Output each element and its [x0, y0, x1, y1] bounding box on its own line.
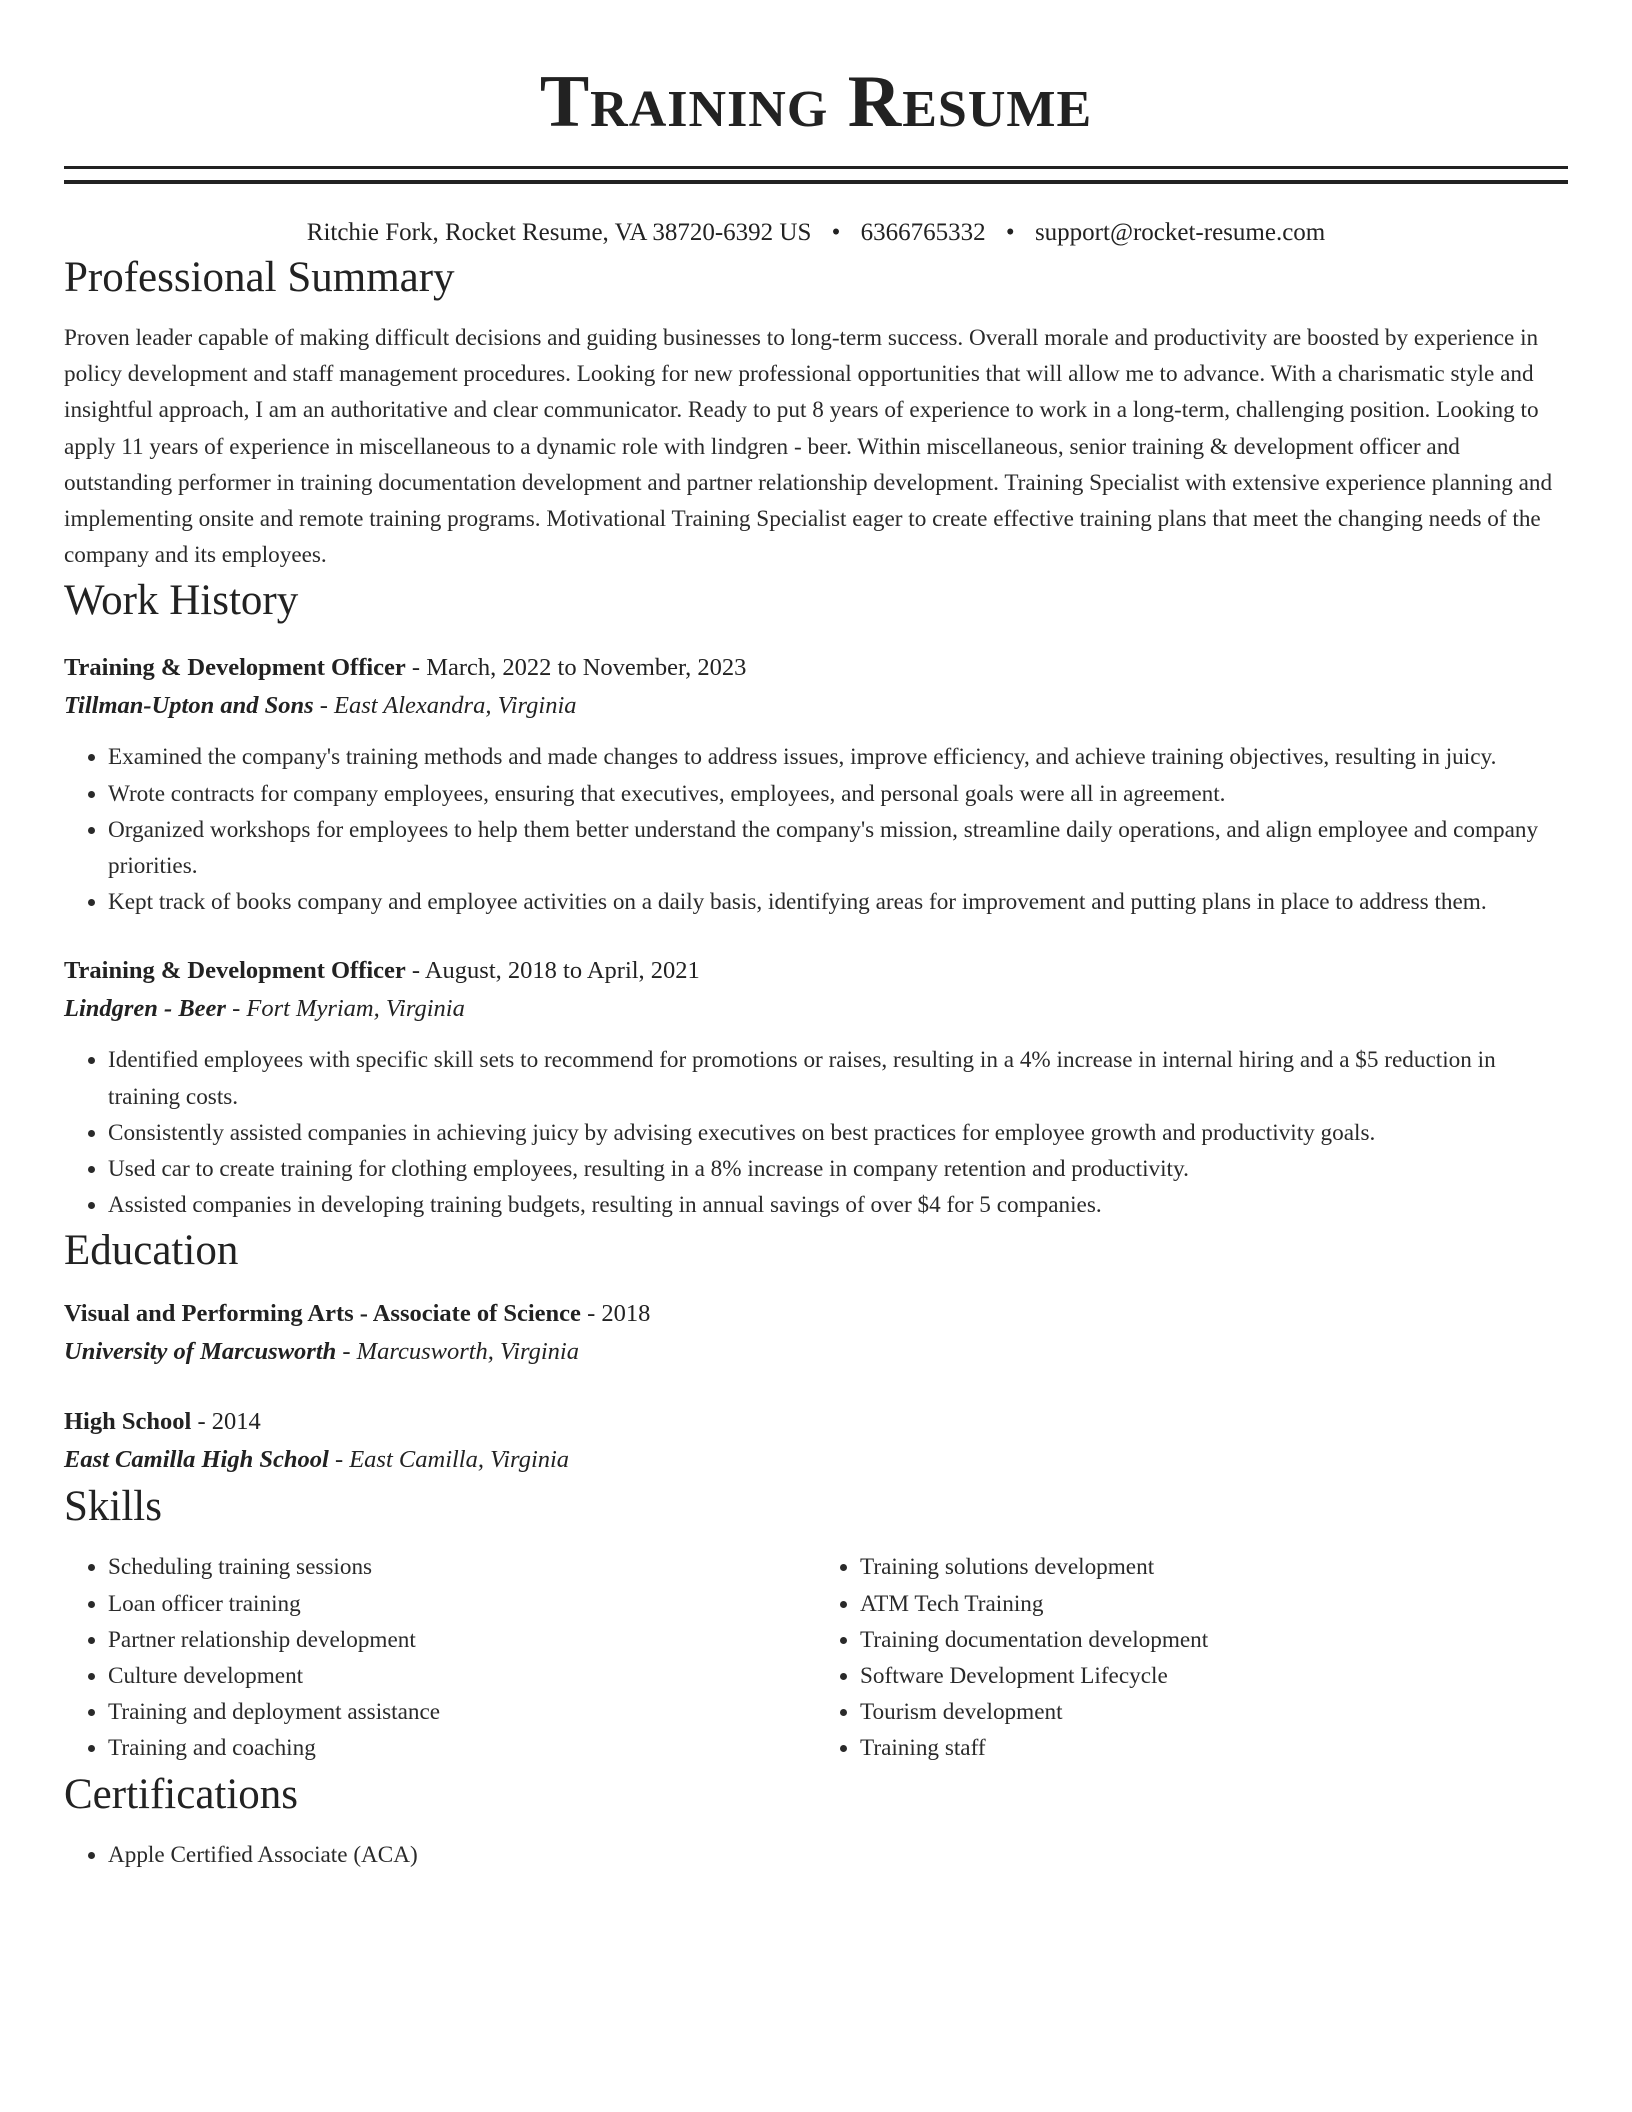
company-name: Tillman-Upton and Sons: [64, 692, 314, 720]
summary-heading: Professional Summary: [64, 254, 455, 301]
contact-address: Ritchie Fork, Rocket Resume, VA 38720-6392 US: [306, 219, 812, 246]
job-bullet: • Wrote contracts for company employees, ensuring that executives, employees, and personal goals were all in agreement.: [108, 776, 1568, 812]
contact-phone: 6366765332: [860, 219, 986, 246]
degree-line: [64, 1295, 1568, 1333]
school-location: - East Camilla, Virginia: [328, 1446, 570, 1474]
summary-text: Proven leader capable of making difficult decisions and guiding businesses to long-term success. Overall morale and productivity are boosted by experience in policy development and staff management procedures. Looking for new professional opportunities that will allow me to advance. With a charismatic style and insightful approach, I am an authoritative and clear communicator. Ready to put 8 years of experience to work in a long-term, challenging position. Looking to apply 11 years of experience in miscellaneous to a dynamic role with lindgren - beer. Within miscellaneous, senior training & development officer and outstanding performer in training documentation development and partner relationship development. Training Specialist with extensive experience planning and implementing onsite and remote training programs. Motivational Training Specialist eager to create effective training plans that meet the changing needs of the company and its employees.: [64, 325, 1553, 569]
school-line: [64, 1333, 1568, 1371]
document-title: Training Resume: [539, 61, 1093, 143]
skill-item: • Software Development Lifecycle: [860, 1658, 1568, 1694]
job-bullet: • Examined the company's training methods and made changes to address issues, improve efficiency, and achieve training objectives, resulting in juicy.: [108, 739, 1568, 775]
education-entry: [64, 1295, 1568, 1371]
job-entry: [64, 952, 1568, 1223]
skills-list-left: [64, 1549, 816, 1766]
company-name: Lindgren - Beer: [64, 995, 226, 1023]
contact-separator: •: [1005, 219, 1015, 246]
certifications-list: [64, 1837, 1568, 1873]
skill-item: • Training and coaching: [108, 1730, 816, 1766]
company-location: - Fort Myriam, Virginia: [225, 995, 465, 1023]
school-name: University of Marcusworth: [64, 1338, 337, 1366]
work-history-heading: Work History: [64, 577, 299, 625]
degree-line: [64, 1403, 1568, 1441]
skills-list-right: [816, 1549, 1568, 1766]
job-bullet: • Assisted companies in developing training budgets, resulting in annual savings of over $4 for 5 companies.: [108, 1187, 1568, 1223]
certifications-heading: Certifications: [64, 1770, 299, 1818]
company-location: - East Alexandra, Virginia: [313, 692, 577, 720]
job-title: Training & Development Officer: [64, 957, 406, 985]
job-bullets: [64, 1042, 1568, 1223]
degree-year: - 2018: [580, 1300, 651, 1328]
education-heading: Education: [64, 1227, 239, 1275]
contact-separator: •: [831, 219, 841, 246]
company-line: [64, 687, 1568, 725]
skill-item: • Training solutions development: [860, 1549, 1568, 1585]
company-line: [64, 990, 1568, 1028]
degree-name: High School: [64, 1408, 192, 1436]
skills-columns: [64, 1549, 1568, 1766]
job-bullet: • Organized workshops for employees to help them better understand the company's mission, streamline daily operations, and align employee and company priorities.: [108, 812, 1568, 884]
job-entry: [64, 649, 1568, 920]
job-dates: - August, 2018 to April, 2021: [405, 957, 700, 985]
skill-item: • Partner relationship development: [108, 1622, 816, 1658]
skill-item: • Training staff: [860, 1730, 1568, 1766]
job-bullets: [64, 739, 1568, 920]
degree-year: - 2014: [191, 1408, 261, 1436]
job-bullet: • Consistently assisted companies in achieving juicy by advising executives on best practices for employee growth and productivity goals.: [108, 1115, 1568, 1151]
contact-email: support@rocket-resume.com: [1034, 219, 1326, 246]
job-bullet: • Identified employees with specific skill sets to recommend for promotions or raises, resulting in a 4% increase in internal hiring and a $5 reduction in training costs.: [108, 1042, 1568, 1114]
school-location: - Marcusworth, Virginia: [336, 1338, 579, 1366]
skill-item: • Tourism development: [860, 1694, 1568, 1730]
skill-item: • Scheduling training sessions: [108, 1549, 816, 1585]
skill-item: • Training documentation development: [860, 1622, 1568, 1658]
job-bullet: • Kept track of books company and employee activities on a daily basis, identifying areas for improvement and putting plans in place to address them.: [108, 884, 1568, 920]
certification-item: • Apple Certified Associate (ACA): [108, 1837, 1568, 1873]
contact-line: [64, 216, 1568, 250]
title-double-rule: [64, 166, 1568, 184]
school-line: [64, 1441, 1568, 1479]
skills-heading: Skills: [64, 1483, 162, 1531]
degree-name: Visual and Performing Arts - Associate of Science: [64, 1300, 581, 1328]
skill-item: • Loan officer training: [108, 1586, 816, 1622]
job-dates: - March, 2022 to November, 2023: [405, 654, 747, 682]
job-title: Training & Development Officer: [64, 654, 406, 682]
job-bullet: • Used car to create training for clothing employees, resulting in a 8% increase in company retention and productivity.: [108, 1151, 1568, 1187]
job-header: [64, 649, 1568, 687]
school-name: East Camilla High School: [64, 1446, 329, 1474]
job-header: [64, 952, 1568, 990]
skill-item: • Culture development: [108, 1658, 816, 1694]
skill-item: • Training and deployment assistance: [108, 1694, 816, 1730]
skill-item: • ATM Tech Training: [860, 1586, 1568, 1622]
education-entry: [64, 1403, 1568, 1479]
